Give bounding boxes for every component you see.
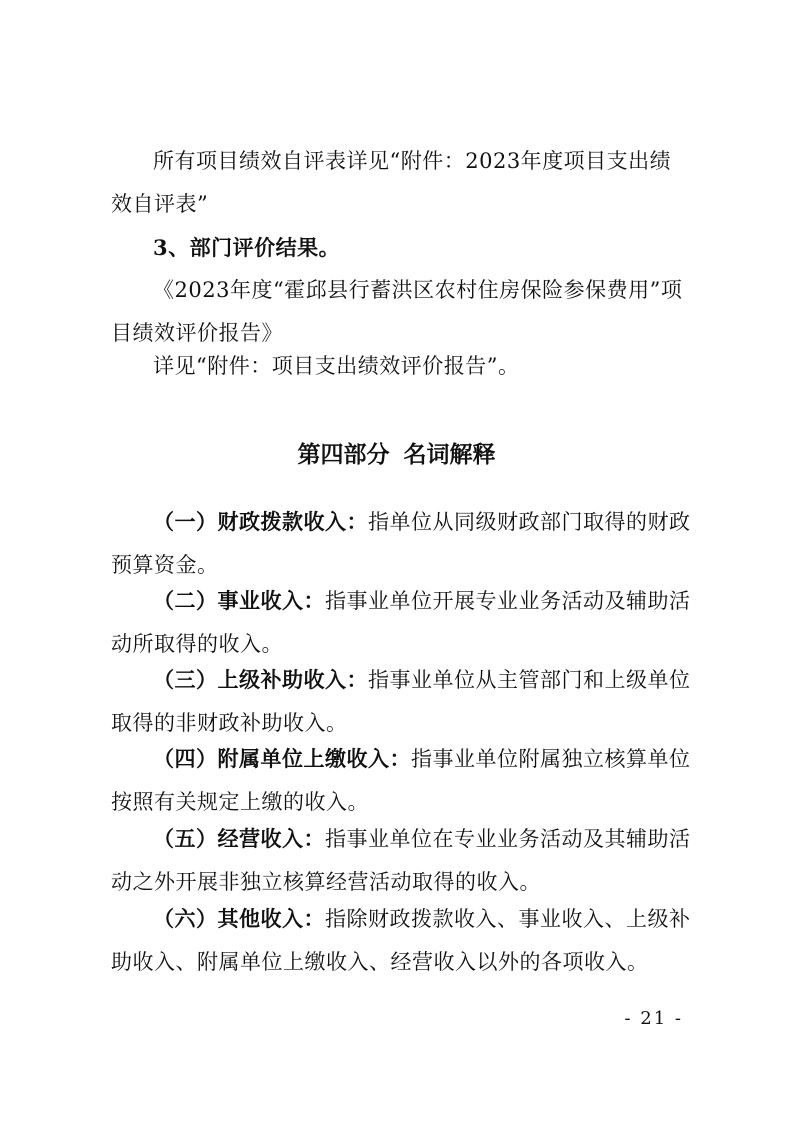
definition-item	[111, 658, 691, 745]
page-number: - 21 -	[624, 1008, 683, 1029]
section3-title: 3、部门评价结果。	[153, 235, 341, 260]
definition-term: （六）其他收入：	[153, 906, 325, 931]
definition-item	[111, 500, 691, 587]
definition-term: （二）事业收入：	[153, 588, 325, 613]
part4-heading	[0, 436, 793, 469]
definition-item	[111, 897, 691, 984]
definition-desc: 指事业单位开展专业业务活动及辅助活动所取得的收入。	[111, 589, 691, 656]
definition-item	[111, 737, 691, 824]
self-eval-paragraph: 所有项目绩效自评表详见“附件：2023年度项目支出绩效自评表”	[111, 149, 672, 216]
definition-desc: 指事业单位从主管部门和上级单位取得的非财政补助收入。	[111, 668, 691, 735]
definition-desc: 指事业单位在专业业务活动及其辅助活动之外开展非独立核算经营活动取得的收入。	[111, 827, 691, 894]
report-title-paragraph: 《2023年度“霍邱县行蓄洪区农村住房保险参保费用”项目绩效评价报告》	[111, 278, 683, 345]
definition-term: （三）上级补助收入：	[153, 667, 368, 692]
part4-heading-name: 名词解释	[403, 442, 496, 468]
definition-desc: 指除财政拨款收入、事业收入、上级补助收入、附属单位上缴收入、经营收入以外的各项收入。	[111, 907, 691, 974]
part4-heading-part: 第四部分	[297, 442, 390, 468]
definition-item	[111, 817, 691, 904]
definition-term: （一）财政拨款收入：	[153, 509, 368, 534]
report-reference: 详见“附件：项目支出绩效评价报告”。	[153, 354, 520, 378]
definition-desc: 指单位从同级财政部门取得的财政预算资金。	[111, 510, 691, 577]
definition-item	[111, 579, 691, 666]
definition-desc: 指事业单位附属独立核算单位按照有关规定上缴的收入。	[111, 747, 691, 814]
definition-term: （五）经营收入：	[153, 826, 325, 851]
definition-term: （四）附属单位上缴收入：	[153, 746, 411, 771]
